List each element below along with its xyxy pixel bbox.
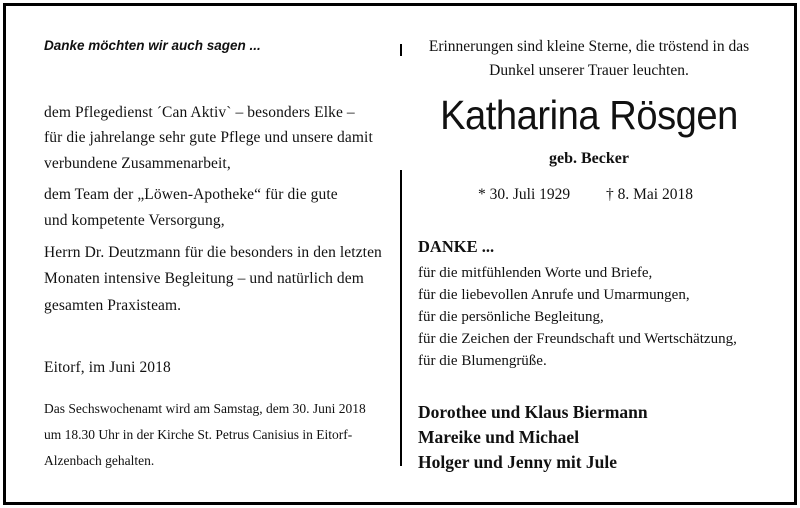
birth-date: * 30. Juli 1929 [478, 186, 571, 203]
danke-line: für die Zeichen der Freundschaft und Wertschätzung, [418, 331, 737, 347]
danke-line: für die Blumengrüße. [418, 353, 547, 369]
memorial-quote-line: Dunkel unserer Trauer leuchten. [489, 62, 689, 79]
danke-line: für die persönliche Begleitung, [418, 309, 604, 325]
thanks-heading: Danke möchten wir auch sagen ... [44, 38, 261, 53]
signature-line: Holger und Jenny mit Jule [418, 452, 618, 472]
death-date: † 8. Mai 2018 [606, 186, 693, 203]
column-divider-top [400, 44, 402, 56]
thanks-line: dem Team der „Löwen-Apotheke“ für die gute [44, 186, 338, 203]
thanks-line: gesamten Praxisteam. [44, 297, 182, 314]
place-date: Eitorf, im Juni 2018 [44, 359, 171, 376]
memorial-quote-line: Erinnerungen sind kleine Sterne, die tröstend in das [428, 38, 750, 55]
danke-line: für die liebevollen Anrufe und Umarmungen, [418, 287, 690, 303]
thanks-line: für die jahrelange sehr gute Pflege und unsere damit [44, 129, 373, 146]
maiden-name: geb. Becker [549, 150, 629, 167]
column-divider [400, 170, 402, 466]
signature-line: Dorothee und Klaus Biermann [418, 402, 648, 422]
thanks-line: dem Pflegedienst ´Can Aktiv` – besonders Elke – [44, 104, 355, 121]
signature-line: Mareike und Michael [418, 427, 580, 447]
thanks-line: und kompetente Versorgung, [44, 212, 225, 229]
danke-line: für die mitfühlenden Worte und Briefe, [418, 265, 653, 281]
service-notice-line: Alzenbach gehalten. [44, 453, 155, 468]
deceased-name: Katharina Rösgen [440, 92, 738, 138]
service-notice-line: um 18.30 Uhr in der Kirche St. Petrus Canisius in Eitorf- [44, 427, 353, 442]
thanks-line: verbundene Zusammenarbeit, [44, 155, 231, 172]
thanks-line: Monaten intensive Begleitung – und natürlich dem [44, 270, 364, 287]
danke-heading: DANKE ... [418, 237, 495, 256]
service-notice-line: Das Sechswochenamt wird am Samstag, dem 30. Juni 2018 [44, 401, 366, 416]
thanks-line: Herrn Dr. Deutzmann für die besonders in den letzten [44, 244, 382, 261]
